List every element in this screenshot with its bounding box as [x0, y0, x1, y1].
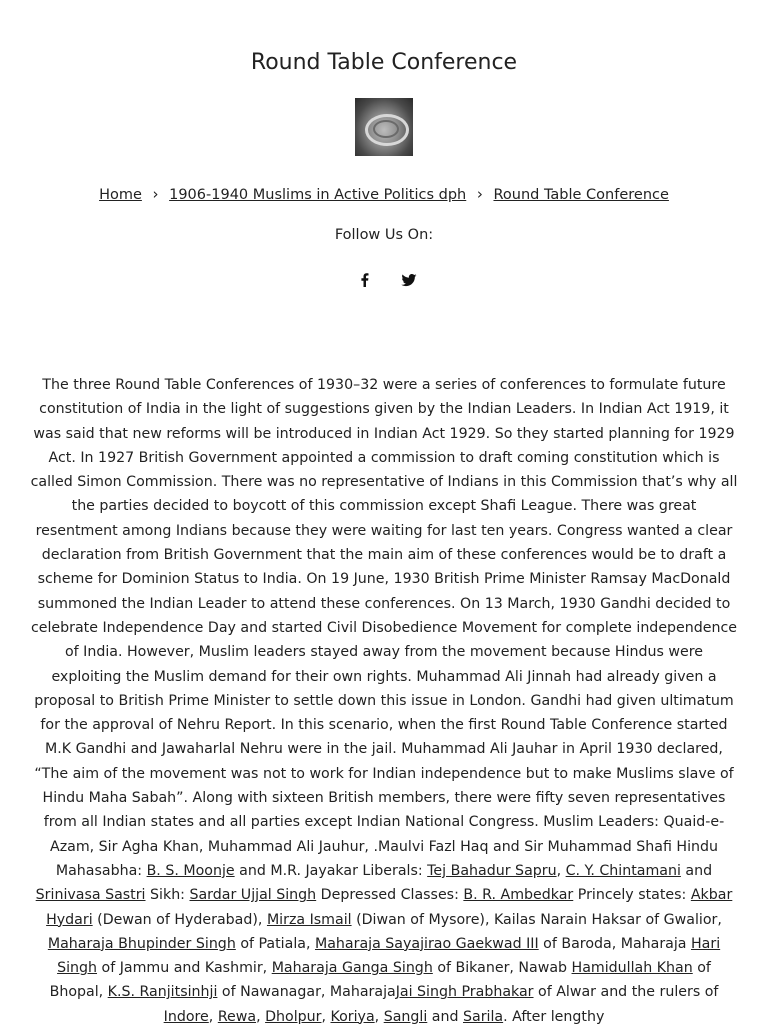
link-cy-chintamani[interactable]: C. Y. Chintamani	[565, 862, 681, 879]
link-maharaja-ganga-singh[interactable]: Maharaja Ganga Singh	[271, 960, 433, 977]
breadcrumb-home-link[interactable]: Home	[99, 187, 142, 203]
link-srinivasa-sastri[interactable]: Srinivasa Sastri	[35, 887, 146, 904]
article-text: of Alwar and the rulers of	[533, 984, 719, 1001]
link-sarila[interactable]: Sarila	[463, 1008, 504, 1025]
article-text: and M.R. Jayakar Liberals:	[234, 862, 428, 879]
article-text: . After lengthy	[503, 1008, 605, 1025]
featured-image-inner-ring	[373, 120, 399, 138]
link-dholpur[interactable]: Dholpur	[265, 1008, 322, 1025]
article-text: ,	[556, 862, 566, 879]
article-text: ,	[321, 1008, 331, 1025]
social-links	[356, 271, 420, 291]
article-text: Sikh:	[145, 887, 190, 904]
breadcrumb-category-link[interactable]: 1906-1940 Muslims in Active Politics dph	[169, 187, 467, 203]
link-hamidullah-khan[interactable]: Hamidullah Khan	[571, 960, 693, 977]
article-text: Princely states:	[573, 887, 691, 904]
featured-image	[355, 98, 413, 156]
article-text: of Bikaner, Nawab	[432, 960, 572, 977]
follow-us-label: Follow Us On:	[334, 227, 434, 243]
article-text: ,	[208, 1008, 218, 1025]
article-text: (Dewan of Hyderabad),	[92, 911, 267, 928]
link-koriya[interactable]: Koriya	[330, 1008, 375, 1025]
link-hari-singh[interactable]: Hari Singh	[57, 935, 721, 977]
link-sangli[interactable]: Sangli	[383, 1008, 428, 1025]
chevron-right-icon: ›	[152, 185, 159, 203]
link-sardar-ujjal-singh[interactable]: Sardar Ujjal Singh	[189, 887, 317, 904]
article-text: and	[427, 1008, 463, 1025]
page-title: Round Table Conference	[250, 50, 518, 75]
link-maharaja-sayajirao-gaekwad[interactable]: Maharaja Sayajirao Gaekwad III	[314, 935, 539, 952]
link-ks-ranjitsinhji[interactable]: K.S. Ranjitsinhji	[107, 984, 218, 1001]
link-rewa[interactable]: Rewa	[217, 1008, 257, 1025]
article-text: Depressed Classes:	[316, 887, 464, 904]
article-text: and	[680, 862, 713, 879]
twitter-icon[interactable]	[400, 271, 418, 289]
link-bs-moonje[interactable]: B. S. Moonje	[146, 862, 235, 879]
article-text: of Jammu and Kashmir,	[97, 960, 272, 977]
link-mirza-ismail[interactable]: Mirza Ismail	[266, 911, 352, 928]
article-text: of Baroda, Maharaja	[538, 935, 692, 952]
article-text: (Diwan of Mysore), Kailas Narain Haksar of Gwalior,	[351, 911, 722, 928]
facebook-icon[interactable]	[356, 271, 374, 289]
article-text: of Nawanagar, Maharaja	[217, 984, 396, 1001]
article-text: The three Round Table Conferences of 1930–32 were a series of conferences to formulate future constitution of India in the light of suggestions given by the Indian Leaders. In Indian Act 1919, it was said that new reforms will be introduced in Indian Act 1929. So they started planning for 1929 Act. In 1927 British Government appointed a commission to draft coming constitution which is called Simon Commission. There was no representative of Indians in this Commission that’s why all the parties decided to boycott of this commission except Shafi League. There was great resentment among Indians because they were waiting for last ten years. Congress wanted a clear declaration from British Government that the main aim of these conferences would be to draft a scheme for Dominion Status to India. On 19 June, 1930 British Prime Minister Ramsay MacDonald summoned the Indian Leader to attend these conferences. On 13 March, 1930 Gandhi decided to celebrate Independence Day and started Civil Disobedience Movement for complete independence of India. However, Muslim leaders stayed away from the movement because Hindus were exploiting the Muslim demand for their own rights. Muhammad Ali Jinnah had already given a proposal to British Prime Minister to settle down this issue in London. Gandhi had given ultimatum for the approval of Nehru Report. In this scenario, when the first Round Table Conference started M.K Gandhi and Jawaharlal Nehru were in the jail. Muhammad Ali Jauhar in April 1930 declared, “The aim of the movement was not to work for Indian independence but to make Muslims slave of Hindu Maha Sabah”. Along with sixteen British members, there were fifty seven representatives from all Indian states and all parties except Indian National Congress. Muslim Leaders: Quaid-e-Azam, Sir Agha Khan, Muhammad Ali Jauhur, .Maulvi Fazl Haq and Sir Muhammad Shafi Hindu Mahasabha:	[30, 377, 738, 879]
article-body	[30, 373, 738, 1029]
link-tej-bahadur-sapru[interactable]: Tej Bahadur Sapru	[427, 862, 557, 879]
breadcrumb-current-link[interactable]: Round Table Conference	[493, 187, 669, 203]
chevron-right-icon: ›	[476, 185, 483, 203]
article-text: of Patiala,	[235, 935, 315, 952]
link-akbar-hydari[interactable]: Akbar Hydari	[46, 887, 733, 928]
link-jai-singh-prabhakar[interactable]: Jai Singh Prabhakar	[395, 984, 534, 1001]
article-text: of Bhopal,	[49, 960, 711, 1001]
link-maharaja-bhupinder-singh[interactable]: Maharaja Bhupinder Singh	[47, 935, 236, 952]
article-text: ,	[374, 1008, 384, 1025]
article-text: ,	[256, 1008, 266, 1025]
link-br-ambedkar[interactable]: B. R. Ambedkar	[463, 887, 574, 904]
breadcrumb	[0, 185, 768, 203]
link-indore[interactable]: Indore	[163, 1008, 209, 1025]
